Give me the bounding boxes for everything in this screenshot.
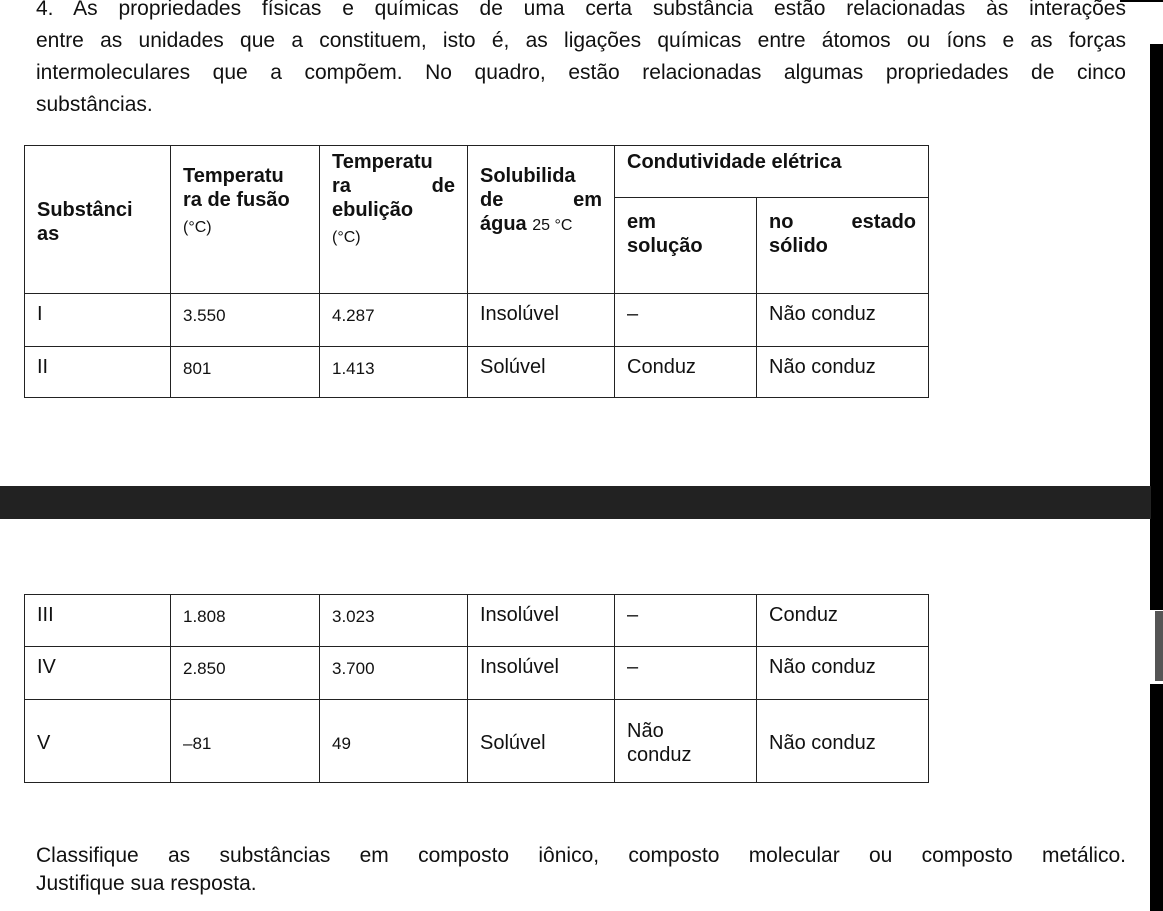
instruction-text — [36, 842, 1126, 898]
page-edge-bar-top — [1150, 44, 1163, 610]
cell-fusion: 3.550 — [171, 294, 320, 347]
cell-solubility: Insolúvel — [468, 294, 615, 347]
cell-solubility: Solúvel — [468, 347, 615, 398]
properties-table-top — [24, 145, 929, 398]
cell-substance: V — [25, 700, 171, 783]
question-line-4: substâncias. — [36, 93, 153, 116]
page-edge-bar-bottom — [1150, 684, 1163, 911]
page-edge-top-line — [1120, 0, 1163, 2]
cell-solubility: Insolúvel — [468, 647, 615, 700]
cell-solution: – — [615, 595, 757, 647]
cell-substance: IV — [25, 647, 171, 700]
header-condutividade: Condutividade elétrica — [615, 146, 929, 198]
cell-solution: Conduz — [615, 347, 757, 398]
cell-solubility: Insolúvel — [468, 595, 615, 647]
cell-solid: Não conduz — [757, 647, 929, 700]
cell-boiling: 3.700 — [320, 647, 468, 700]
cell-solution: – — [615, 294, 757, 347]
cell-solid: Não conduz — [757, 700, 929, 783]
cell-boiling: 1.413 — [320, 347, 468, 398]
header-estado-solido: no estado sólido — [757, 198, 929, 294]
question-line-1: 4. As propriedades físicas e químicas de uma certa substância estão relacionadas às interações — [36, 0, 1126, 20]
cell-solubility: Solúvel — [468, 700, 615, 783]
question-text — [36, 0, 1126, 121]
cell-fusion: –81 — [171, 700, 320, 783]
header-em-solucao: em solução — [615, 198, 757, 294]
page-edge-bar-mid — [1155, 611, 1163, 681]
header-fusao: Temperatu ra de fusão (°C) — [171, 146, 320, 294]
cell-boiling: 4.287 — [320, 294, 468, 347]
cell-solution: – — [615, 647, 757, 700]
question-line-3: intermoleculares que a compõem. No quadro, estão relacionadas algumas propriedades de cinco — [36, 61, 1126, 84]
table-row — [25, 647, 929, 700]
cell-solid: Não conduz — [757, 294, 929, 347]
cell-boiling: 3.023 — [320, 595, 468, 647]
cell-substance: I — [25, 294, 171, 347]
cell-substance: II — [25, 347, 171, 398]
table-row — [25, 700, 929, 783]
cell-fusion: 2.850 — [171, 647, 320, 700]
question-line-2: entre as unidades que a constituem, isto é, as ligações químicas entre átomos ou íons e as forças — [36, 29, 1126, 52]
table-row — [25, 595, 929, 647]
cell-fusion: 801 — [171, 347, 320, 398]
cell-solution: Não conduz — [615, 700, 757, 783]
page-break-band — [0, 486, 1151, 519]
properties-table-bottom — [24, 594, 929, 783]
header-ebulicao-unit: (°C) — [332, 229, 361, 246]
cell-substance: III — [25, 595, 171, 647]
instruction-line-2: Justifique sua resposta. — [36, 872, 257, 895]
header-ebulicao: Temperatu ra de ebulição (°C) — [320, 146, 468, 294]
header-solubilidade: Solubilida de em água 25 °C — [468, 146, 615, 294]
header-solubilidade-unit: 25 °C — [532, 217, 573, 234]
table-row — [25, 347, 929, 398]
header-fusao-unit: (°C) — [183, 219, 212, 236]
cell-solid: Conduz — [757, 595, 929, 647]
instruction-line-1: Classifique as substâncias em composto iônico, composto molecular ou composto metálico. — [36, 844, 1126, 867]
cell-fusion: 1.808 — [171, 595, 320, 647]
cell-boiling: 49 — [320, 700, 468, 783]
cell-solid: Não conduz — [757, 347, 929, 398]
header-substancias: Substânci as — [25, 146, 171, 294]
table-row — [25, 294, 929, 347]
